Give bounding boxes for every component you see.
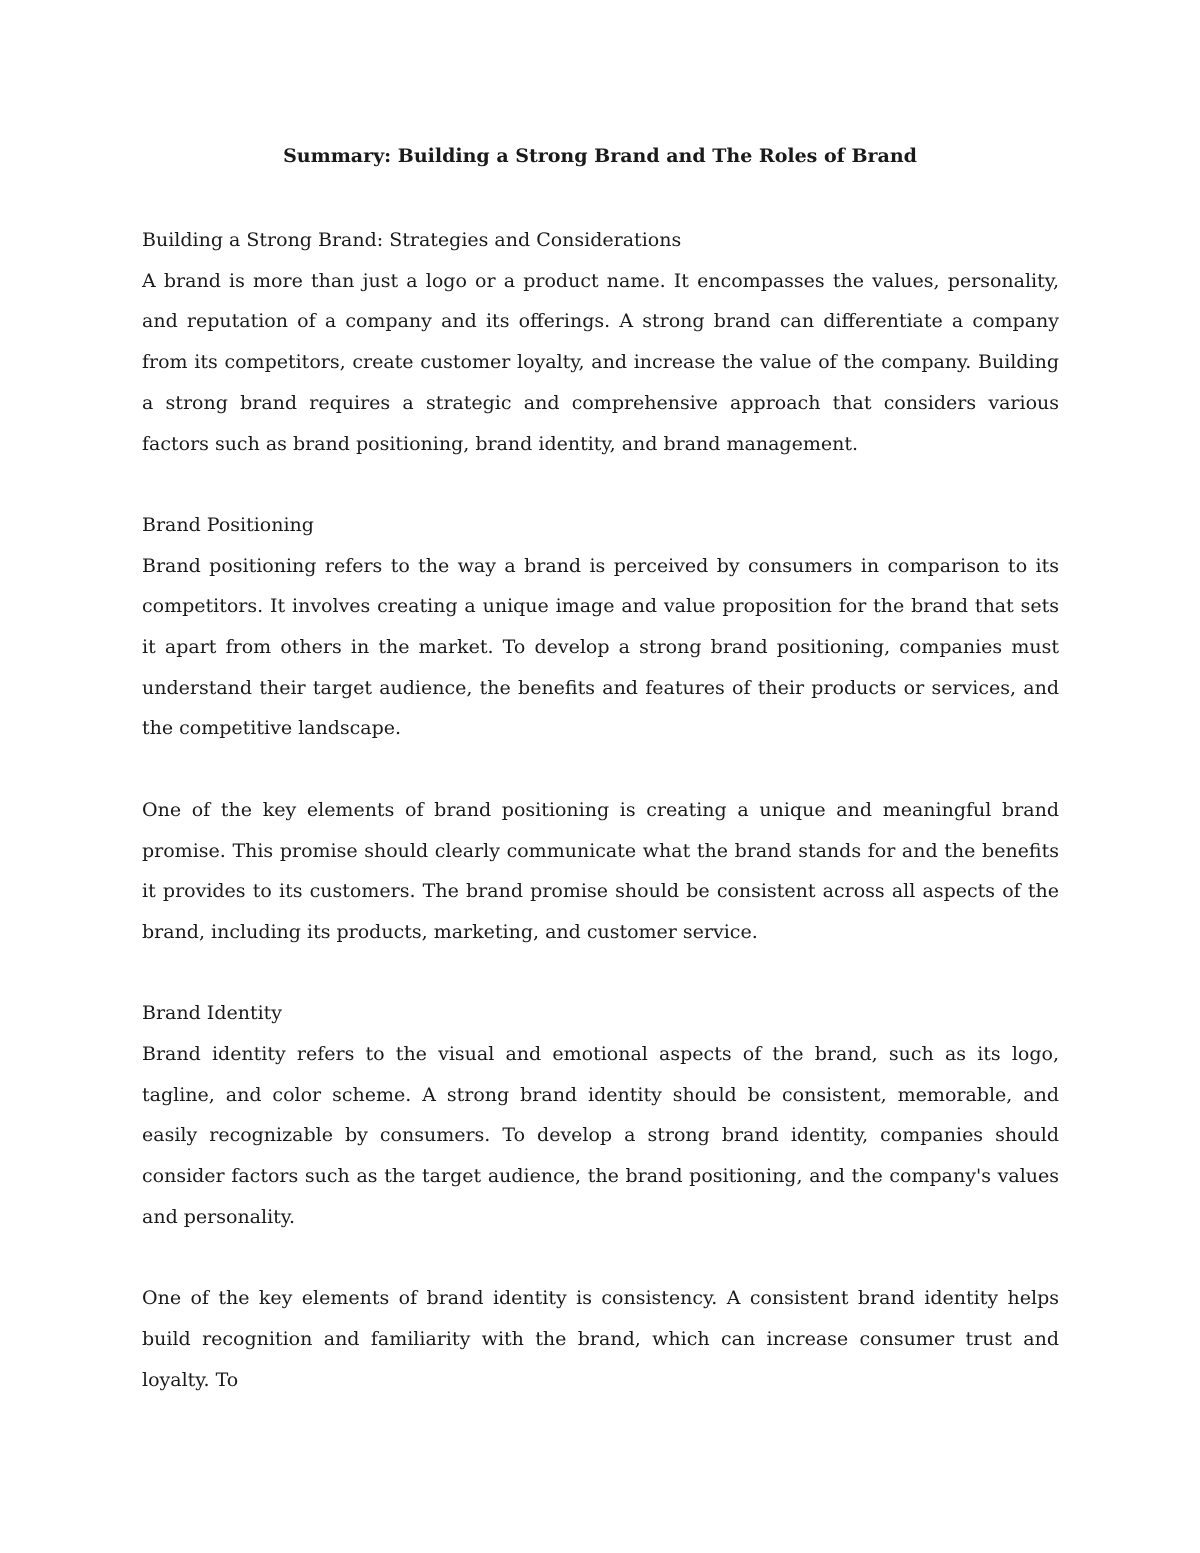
- section-heading: Building a Strong Brand: Strategies and Considerations: [142, 229, 682, 251]
- section-heading: Brand Identity: [142, 1002, 283, 1025]
- paragraph: A brand is more than just a logo or a product name. It encompasses the values, personality, and reputation of a company and its offerings. A strong brand can differentiate a company from its competitors, create customer loyalty, and increase the value of the company. Building a strong brand requires a strategic and comprehensive approach that considers various factors such as brand positioning, brand identity, and brand management.: [142, 269, 1059, 455]
- paragraph-gap: [142, 464, 1059, 505]
- document-body: [142, 220, 1059, 1400]
- section-building-strong-brand: [142, 220, 1059, 464]
- paragraph: One of the key elements of brand identity is consistency. A consistent brand identity helps build recognition and familiarity with the brand, which can increase consumer trust and loyalty. To: [142, 1287, 1059, 1391]
- section-brand-positioning: [142, 505, 1059, 953]
- section-heading: Brand Positioning: [142, 513, 314, 536]
- paragraph: Brand positioning refers to the way a brand is perceived by consumers in comparison to its competitors. It involves creating a unique image and value proposition for the brand that sets it apart from others in the market. To develop a strong brand positioning, companies must understand their target audience, the benefits and features of their products or services, and the competitive landscape.: [142, 554, 1059, 740]
- paragraph-gap: [142, 749, 1059, 790]
- section-brand-identity: [142, 993, 1059, 1400]
- paragraph-gap: [142, 1238, 1059, 1279]
- paragraph-gap: [142, 953, 1059, 994]
- paragraph: One of the key elements of brand positioning is creating a unique and meaningful brand promise. This promise should clearly communicate what the brand stands for and the benefits it provides to its customers. The brand promise should be consistent across all aspects of the brand, including its products, marketing, and customer service.: [142, 798, 1059, 943]
- document-title: Summary: Building a Strong Brand and The Roles of Brand: [283, 145, 917, 167]
- paragraph: Brand identity refers to the visual and emotional aspects of the brand, such as its logo, tagline, and color scheme. A strong brand identity should be consistent, memorable, and easily recognizable by consumers. To develop a strong brand identity, companies should consider factors such as the target audience, the brand positioning, and the company's values and personality.: [142, 1043, 1059, 1228]
